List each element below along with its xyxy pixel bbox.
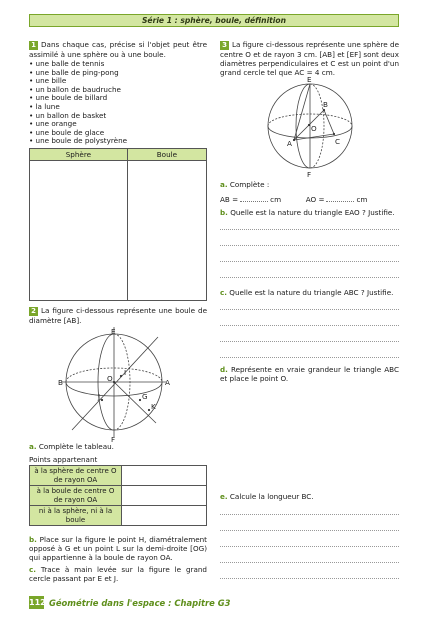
answer-line[interactable] [220,261,399,262]
ex3-question-a [220,180,269,189]
ball-figure [58,325,178,443]
label-F: F [111,435,116,443]
label-A: A [287,139,292,148]
answer-line[interactable] [220,245,399,246]
answer-cell[interactable] [122,506,207,526]
label-J: J [98,392,101,401]
answer-cell-sphere[interactable] [30,161,128,301]
exercise-number: 2 [29,307,38,316]
ex3-question-b [220,208,399,217]
ex3-question-d [220,365,399,383]
question-letter: a. [220,180,228,189]
question-text: Quelle est la nature du triangle ABC ? Justifie. [229,288,394,297]
ex2-question-b [29,535,207,562]
points-table [29,465,207,526]
label-E: E [111,327,116,336]
question-text: Calcule la longueur BC. [229,492,314,501]
label-C: C [335,137,341,146]
question-text: Trace à main levée sur la figure le grand cercle passant par E et J. [29,565,207,583]
answer-line[interactable] [220,277,399,278]
points-label: Points appartenant [29,455,98,464]
label-O: O [107,374,113,383]
question-text: Représente en vraie grandeur le triangle ABC et place le point O. [220,365,399,383]
answer-line[interactable] [220,578,399,579]
question-letter: d. [220,365,228,374]
question-text: Complète : [229,180,270,189]
ex3-answer-values [220,195,399,204]
answer-line[interactable] [220,341,399,342]
label-K: K [151,402,156,411]
column-header-sphere: Sphère [30,149,128,161]
ao-label: AO = [305,195,325,204]
label-B: B [58,378,63,387]
unit: cm [356,195,368,204]
unit: cm [270,195,282,204]
list-item: • une balle de ping-pong [29,69,207,78]
ab-label: AB = [220,195,239,204]
exercise-text: La figure ci-dessous représente une boule de diamètre [AB]. [29,306,207,325]
sphere-figure [262,74,358,178]
answer-line[interactable] [220,357,399,358]
question-letter: c. [220,288,227,297]
page-footer [29,596,399,609]
list-item: • une balle de tennis [29,60,207,69]
row-label-sphere: à la sphère de centre O de rayon OA [30,466,122,486]
question-letter: b. [220,208,228,217]
list-item: • un ballon de basket [29,112,207,121]
answer-line[interactable] [220,546,399,547]
ex2-question-c [29,565,207,583]
list-item: • une orange [29,120,207,129]
exercise-1-statement [29,40,207,59]
exercise-1 [29,40,207,146]
exercise-3-statement [220,40,399,77]
label-F: F [307,170,312,178]
answer-line[interactable] [220,309,399,310]
exercise-number: 3 [220,41,229,50]
exercise-number: 1 [29,41,38,50]
exercise-text: La figure ci-dessous représente une sphère de centre O et de rayon 3 cm. [AB] et [EF] sont deux diamètres perpendiculaires et C est un point d'un grand cercle tel que AC = 4 cm. [220,40,399,77]
answer-cell[interactable] [122,486,207,506]
ex3-question-e [220,492,399,501]
row-label-neither: ni à la sphère, ni à la boule [30,506,122,526]
ao-blank[interactable] [326,201,354,202]
answer-line[interactable] [220,530,399,531]
page-number: 112 [29,598,46,607]
column-header-boule: Boule [127,149,206,161]
answer-line[interactable] [220,325,399,326]
question-text: Complète le tableau. [38,442,114,451]
footer-title: Géométrie dans l'espace : Chapitre G3 [49,598,231,608]
ex2-question-a [29,442,207,451]
exercise-2-statement [29,306,207,325]
exercise-text: Dans chaque cas, précise si l'objet peut être assimilé à une sphère ou à une boule. [29,40,207,59]
question-letter: a. [29,442,37,451]
question-letter: b. [29,535,37,544]
label-A: A [165,378,170,387]
label-E: E [307,75,312,84]
label-G: G [142,392,148,401]
list-item: • une bille [29,77,207,86]
label-B: B [323,100,328,109]
question-letter: e. [220,492,228,501]
row-label-boule: à la boule de centre O de rayon OA [30,486,122,506]
list-item: • un ballon de baudruche [29,86,207,95]
question-letter: c. [29,565,36,574]
answer-cell-boule[interactable] [127,161,206,301]
answer-line[interactable] [220,562,399,563]
question-text: Place sur la figure le point H, diamétralement opposé à G et un point L sur la demi-droite [OG) qui appartienne à la boule de rayon OA. [29,535,207,562]
answer-line[interactable] [220,514,399,515]
list-item: • une boule de polystyrène [29,137,207,146]
list-item: • la lune [29,103,207,112]
label-O: O [311,124,317,133]
list-item: • une boule de glace [29,129,207,138]
answer-cell[interactable] [122,466,207,486]
answer-line[interactable] [220,229,399,230]
label-I: I [124,368,127,377]
sphere-boule-table [29,148,207,301]
series-title: Série 1 : sphère, boule, définition [29,14,399,27]
list-item: • une boule de billard [29,94,207,103]
object-list [29,60,207,146]
question-text: Quelle est la nature du triangle EAO ? Justifie. [230,208,395,217]
ab-blank[interactable] [240,201,268,202]
ex3-question-c [220,288,399,297]
